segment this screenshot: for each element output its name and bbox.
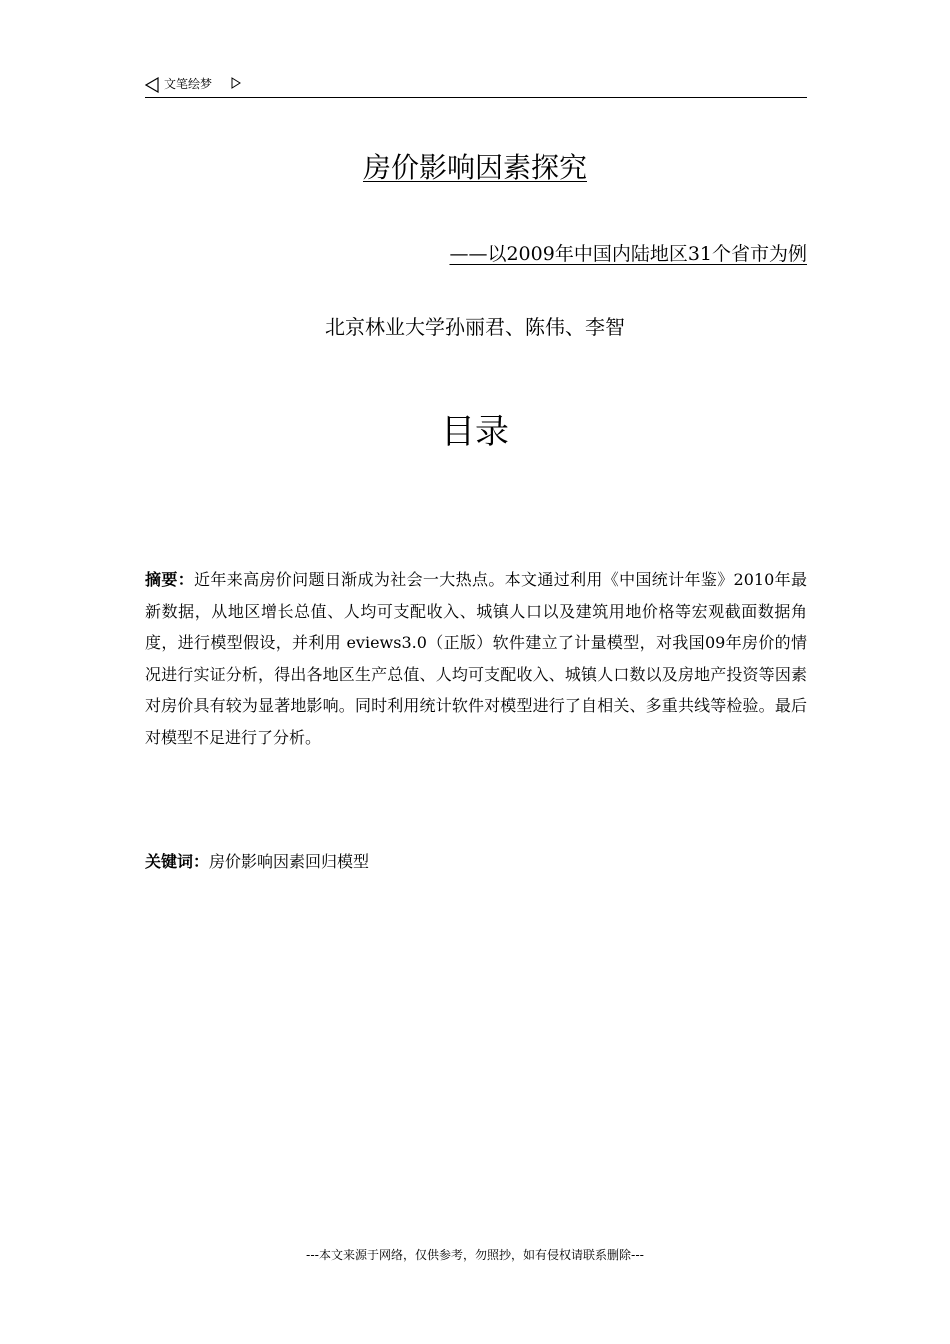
abstract-text: 近年来高房价问题日渐成为社会一大热点。本文通过利用《中国统计年鉴》2010年最新数据，从地区增长总值、人均可支配收入、城镇人口以及建筑用地价格等宏观截面数据角度，进行模型假设，并利用 eviews3.0（正版）软件建立了计量模型，对我国09年房价的情况进行实证分析，得出各地区生产总值、人均可支配收入、城镇人口数以及房地产投资等因素对房价具有较为显著地影响。同时利用统计软件对模型进行了自相关、多重共线等检验。最后对模型不足进行了分析。: [145, 570, 807, 747]
document-subtitle: ——以2009年中国内陆地区31个省市为例: [449, 243, 807, 265]
header-text: 文笔绘梦: [164, 77, 213, 91]
abstract-paragraph: [145, 564, 807, 753]
keywords-line: [145, 846, 807, 877]
toc-heading: 目录: [441, 412, 509, 452]
document-title-text: 房价影响因素探究: [362, 151, 587, 184]
keywords-label: 关键词：: [145, 852, 210, 871]
triangle-left-outline-icon: [145, 77, 159, 93]
keywords-text: 房价影响因素回归模型: [209, 852, 370, 871]
abstract-label: 摘要：: [145, 570, 195, 589]
authors-line: 北京林业大学孙丽君、陈伟、李智: [325, 315, 625, 339]
document-title: [0, 148, 950, 188]
triangle-right-outline-icon: [231, 77, 241, 89]
page-footer: ---本文来源于网络，仅供参考，勿照抄，如有侵权请联系删除---: [306, 1248, 644, 1262]
page-header: [145, 74, 807, 98]
